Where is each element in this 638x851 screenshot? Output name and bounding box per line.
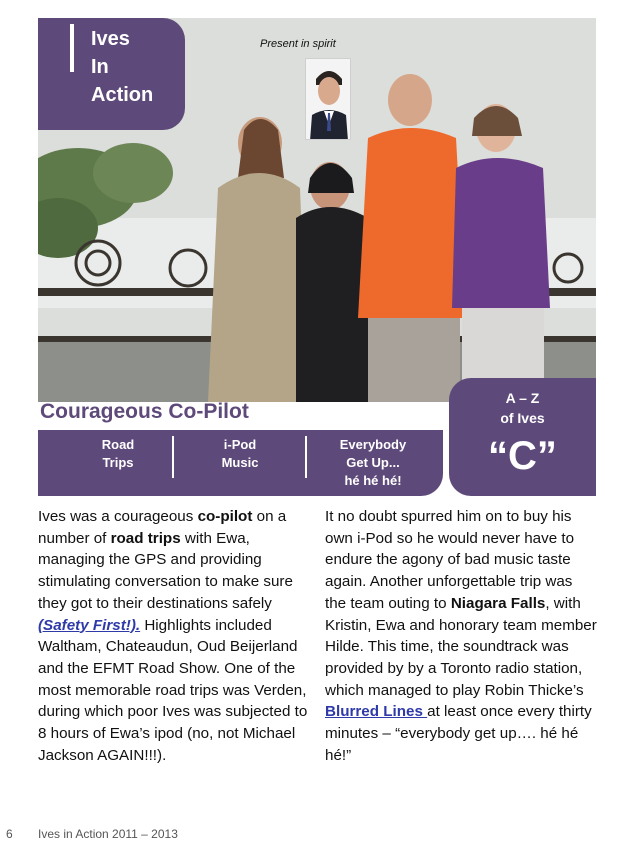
tab-divider xyxy=(305,436,307,478)
footer-title: Ives in Action 2011 – 2013 xyxy=(38,827,178,841)
right-text-1: It no doubt spurred him on to buy his own i-Pod so he would never have to endure the agony of bad music taste again. Another unforgettable trip was the team outing to xyxy=(325,508,575,612)
title-line-2: In xyxy=(91,56,109,78)
tab-ipod-music xyxy=(210,436,270,472)
body-column-left xyxy=(38,506,308,766)
tab-ipod-music-line-2: Music xyxy=(221,455,259,470)
topic-tab-bar xyxy=(38,430,443,496)
page-number: 6 xyxy=(6,827,13,841)
tab-everybody-line-1: Everybody xyxy=(339,437,407,452)
blurred-lines-link[interactable]: Blurred Lines xyxy=(325,703,428,721)
body-column-right xyxy=(325,506,597,766)
right-text-3: at least once every thirty minutes – “everybody get up…. hé hé hé!” xyxy=(325,703,592,764)
tab-everybody-line-2: Get Up... xyxy=(346,455,400,470)
left-bold-road-trips: road trips xyxy=(110,529,181,547)
article-heading: Courageous Co-Pilot xyxy=(40,400,249,423)
a-z-label: A – Z xyxy=(505,390,540,406)
safety-first-link[interactable]: (Safety First!). xyxy=(38,616,141,634)
section-title xyxy=(91,25,153,109)
right-text-2: , with Kristin, Ewa and honorary team member Hilde. This time, the soundtrack was provided by by a Toronto radio station, which managed to play Robin Thicke’s xyxy=(325,594,597,699)
left-bold-co-pilot: co-pilot xyxy=(197,508,253,525)
title-accent-bar xyxy=(70,24,74,72)
tab-ipod-music-line-1: i-Pod xyxy=(223,437,257,452)
tab-divider xyxy=(172,436,174,478)
tab-road-trips-line-1: Road xyxy=(101,437,135,452)
spirit-portrait xyxy=(305,58,351,140)
tab-road-trips xyxy=(88,436,148,472)
title-line-1: Ives xyxy=(91,28,130,50)
left-text-1: Ives was a courageous xyxy=(38,508,198,525)
left-text-4: Highlights included Waltham, Chateaudun, Oud Beijerland and the EFMT Road Show. One of the most memorable road trips was Verden, during which poor Ives was subjected to 8 hours of Ewa’s ipod (no, not Michael Jackson AGAIN!!!). xyxy=(38,616,308,764)
spirit-caption: Present in spirit xyxy=(260,38,336,50)
title-line-3: Action xyxy=(91,84,154,106)
tab-road-trips-line-2: Trips xyxy=(102,455,134,470)
right-bold-niagara-falls: Niagara Falls xyxy=(450,594,546,612)
left-text-3: with Ewa, managing the GPS and providing stimulating conversation to make sure they got to their destinations safely xyxy=(38,529,293,612)
letter-c: “C” xyxy=(488,434,557,478)
tab-everybody-line-3: hé hé hé! xyxy=(344,473,402,488)
a-z-box xyxy=(449,378,596,496)
portrait-illustration xyxy=(306,59,351,140)
left-text-2: on a number of xyxy=(38,508,287,547)
tab-everybody-get-up xyxy=(328,436,418,490)
of-ives-label: of Ives xyxy=(500,410,545,426)
